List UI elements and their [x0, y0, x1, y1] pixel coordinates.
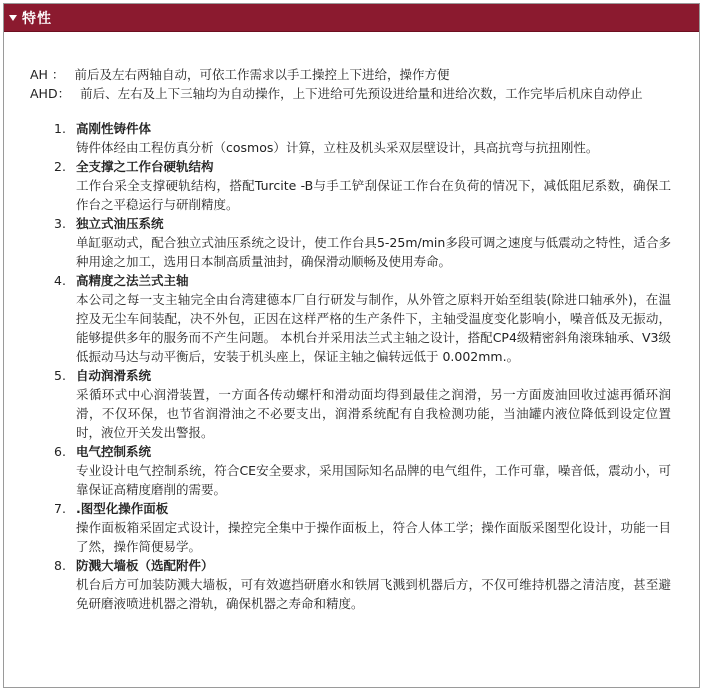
feature-number: 4.: [54, 273, 66, 288]
feature-desc: 专业设计电气控制系统，符合CE安全要求，采用国际知名品牌的电气组件，工作可靠，噪音低，震动小，可靠保证高精度磨削的需要。: [76, 463, 671, 497]
feature-number: 5.: [54, 368, 66, 383]
feature-body: [76, 214, 671, 271]
section-header[interactable]: [4, 4, 699, 32]
intro-ah-label: AH ：: [30, 67, 65, 82]
intro-ah: [30, 65, 671, 84]
feature-number: 2.: [54, 159, 66, 174]
feature-title: .图型化操作面板: [76, 501, 169, 516]
feature-title: 自动润滑系统: [76, 368, 152, 383]
feature-number: 8.: [54, 558, 66, 573]
feature-body: [76, 119, 671, 157]
collapse-triangle-icon[interactable]: [9, 15, 17, 21]
feature-item: [30, 119, 671, 157]
feature-title: 电气控制系统: [76, 444, 152, 459]
intro-ahd: [30, 84, 671, 103]
feature-item: [30, 366, 671, 442]
feature-body: [76, 271, 671, 366]
feature-title: 防溅大墙板（选配附件）: [76, 558, 214, 573]
feature-title: 高刚性铸件体: [76, 121, 152, 136]
feature-item: [30, 499, 671, 556]
feature-desc: 机台后方可加装防溅大墙板，可有效遮挡研磨水和铁屑飞溅到机器后方，不仅可维持机器之清洁度，甚至避免研磨液喷进机器之滑轨，确保机器之寿命和精度。: [76, 577, 671, 611]
feature-number: 6.: [54, 444, 66, 459]
feature-body: [76, 556, 671, 613]
feature-body: [76, 499, 671, 556]
feature-desc: 本公司之每一支主轴完全由台湾建德本厂自行研发与制作，从外管之原料开始至组装(除进口轴承外)，在温控及无尘车间装配，决不外包，正因在这样严格的生产条件下，主轴受温度变化影响小，噪音低及无振动，能够提供多年的服务而不产生问题。 本机台并采用法兰式主轴之设计，搭配CP4级精密斜角滚珠轴承、V3级低振动马达与动平衡后，安装于机头座上，保证主轴之偏转远低于 0.002mm.。: [76, 292, 671, 364]
feature-item: [30, 271, 671, 366]
feature-desc: 铸件体经由工程仿真分析（cosmos）计算，立柱及机头采双层壁设计，具高抗弯与抗扭刚性。: [76, 140, 599, 155]
feature-title: 高精度之法兰式主轴: [76, 273, 189, 288]
feature-title: 独立式油压系统: [76, 216, 164, 231]
feature-item: [30, 157, 671, 214]
section-content: [4, 32, 699, 613]
intro-ahd-label: AHD：: [30, 86, 71, 101]
feature-item: [30, 214, 671, 271]
feature-desc: 单缸驱动式，配合独立式油压系统之设计，使工作台具5-25m/min多段可调之速度与低震动之特性，适合多种用途之加工，选用日本制高质量油封，确保滑动顺畅及使用寿命。: [76, 235, 671, 269]
feature-item: [30, 556, 671, 613]
feature-title: 全支撑之工作台硬轨结构: [76, 159, 214, 174]
intro-ah-text: 前后及左右两轴自动，可依工作需求以手工操控上下进给，操作方便: [74, 67, 450, 82]
feature-body: [76, 366, 671, 442]
feature-body: [76, 157, 671, 214]
feature-item: [30, 442, 671, 499]
feature-desc: 工作台采全支撑硬轨结构，搭配Turcite -B与手工铲刮保证工作台在负荷的情况下，减低阻尼系数，确保工作台之平稳运行与研削精度。: [76, 178, 671, 212]
feature-list: [30, 119, 671, 613]
feature-number: 3.: [54, 216, 66, 231]
feature-number: 7.: [54, 501, 66, 516]
feature-desc: 操作面板箱采固定式设计，操控完全集中于操作面板上，符合人体工学；操作面版采图型化设计，功能一目了然，操作简便易学。: [76, 520, 671, 554]
intro-ahd-text: 前后、左右及上下三轴均为自动操作，上下进给可先预设进给量和进给次数，工作完毕后机床自动停止: [80, 86, 643, 101]
section-title: 特性: [22, 10, 52, 27]
feature-desc: 采循环式中心润滑装置，一方面各传动螺杆和滑动面均得到最佳之润滑，另一方面废油回收过滤再循环润滑，不仅环保，也节省润滑油之不必要支出，润滑系统配有自我检测功能，当油罐内液位降低到设定位置时，液位开关发出警报。: [76, 387, 671, 440]
feature-number: 1.: [54, 121, 66, 136]
features-panel: [3, 3, 700, 688]
feature-body: [76, 442, 671, 499]
